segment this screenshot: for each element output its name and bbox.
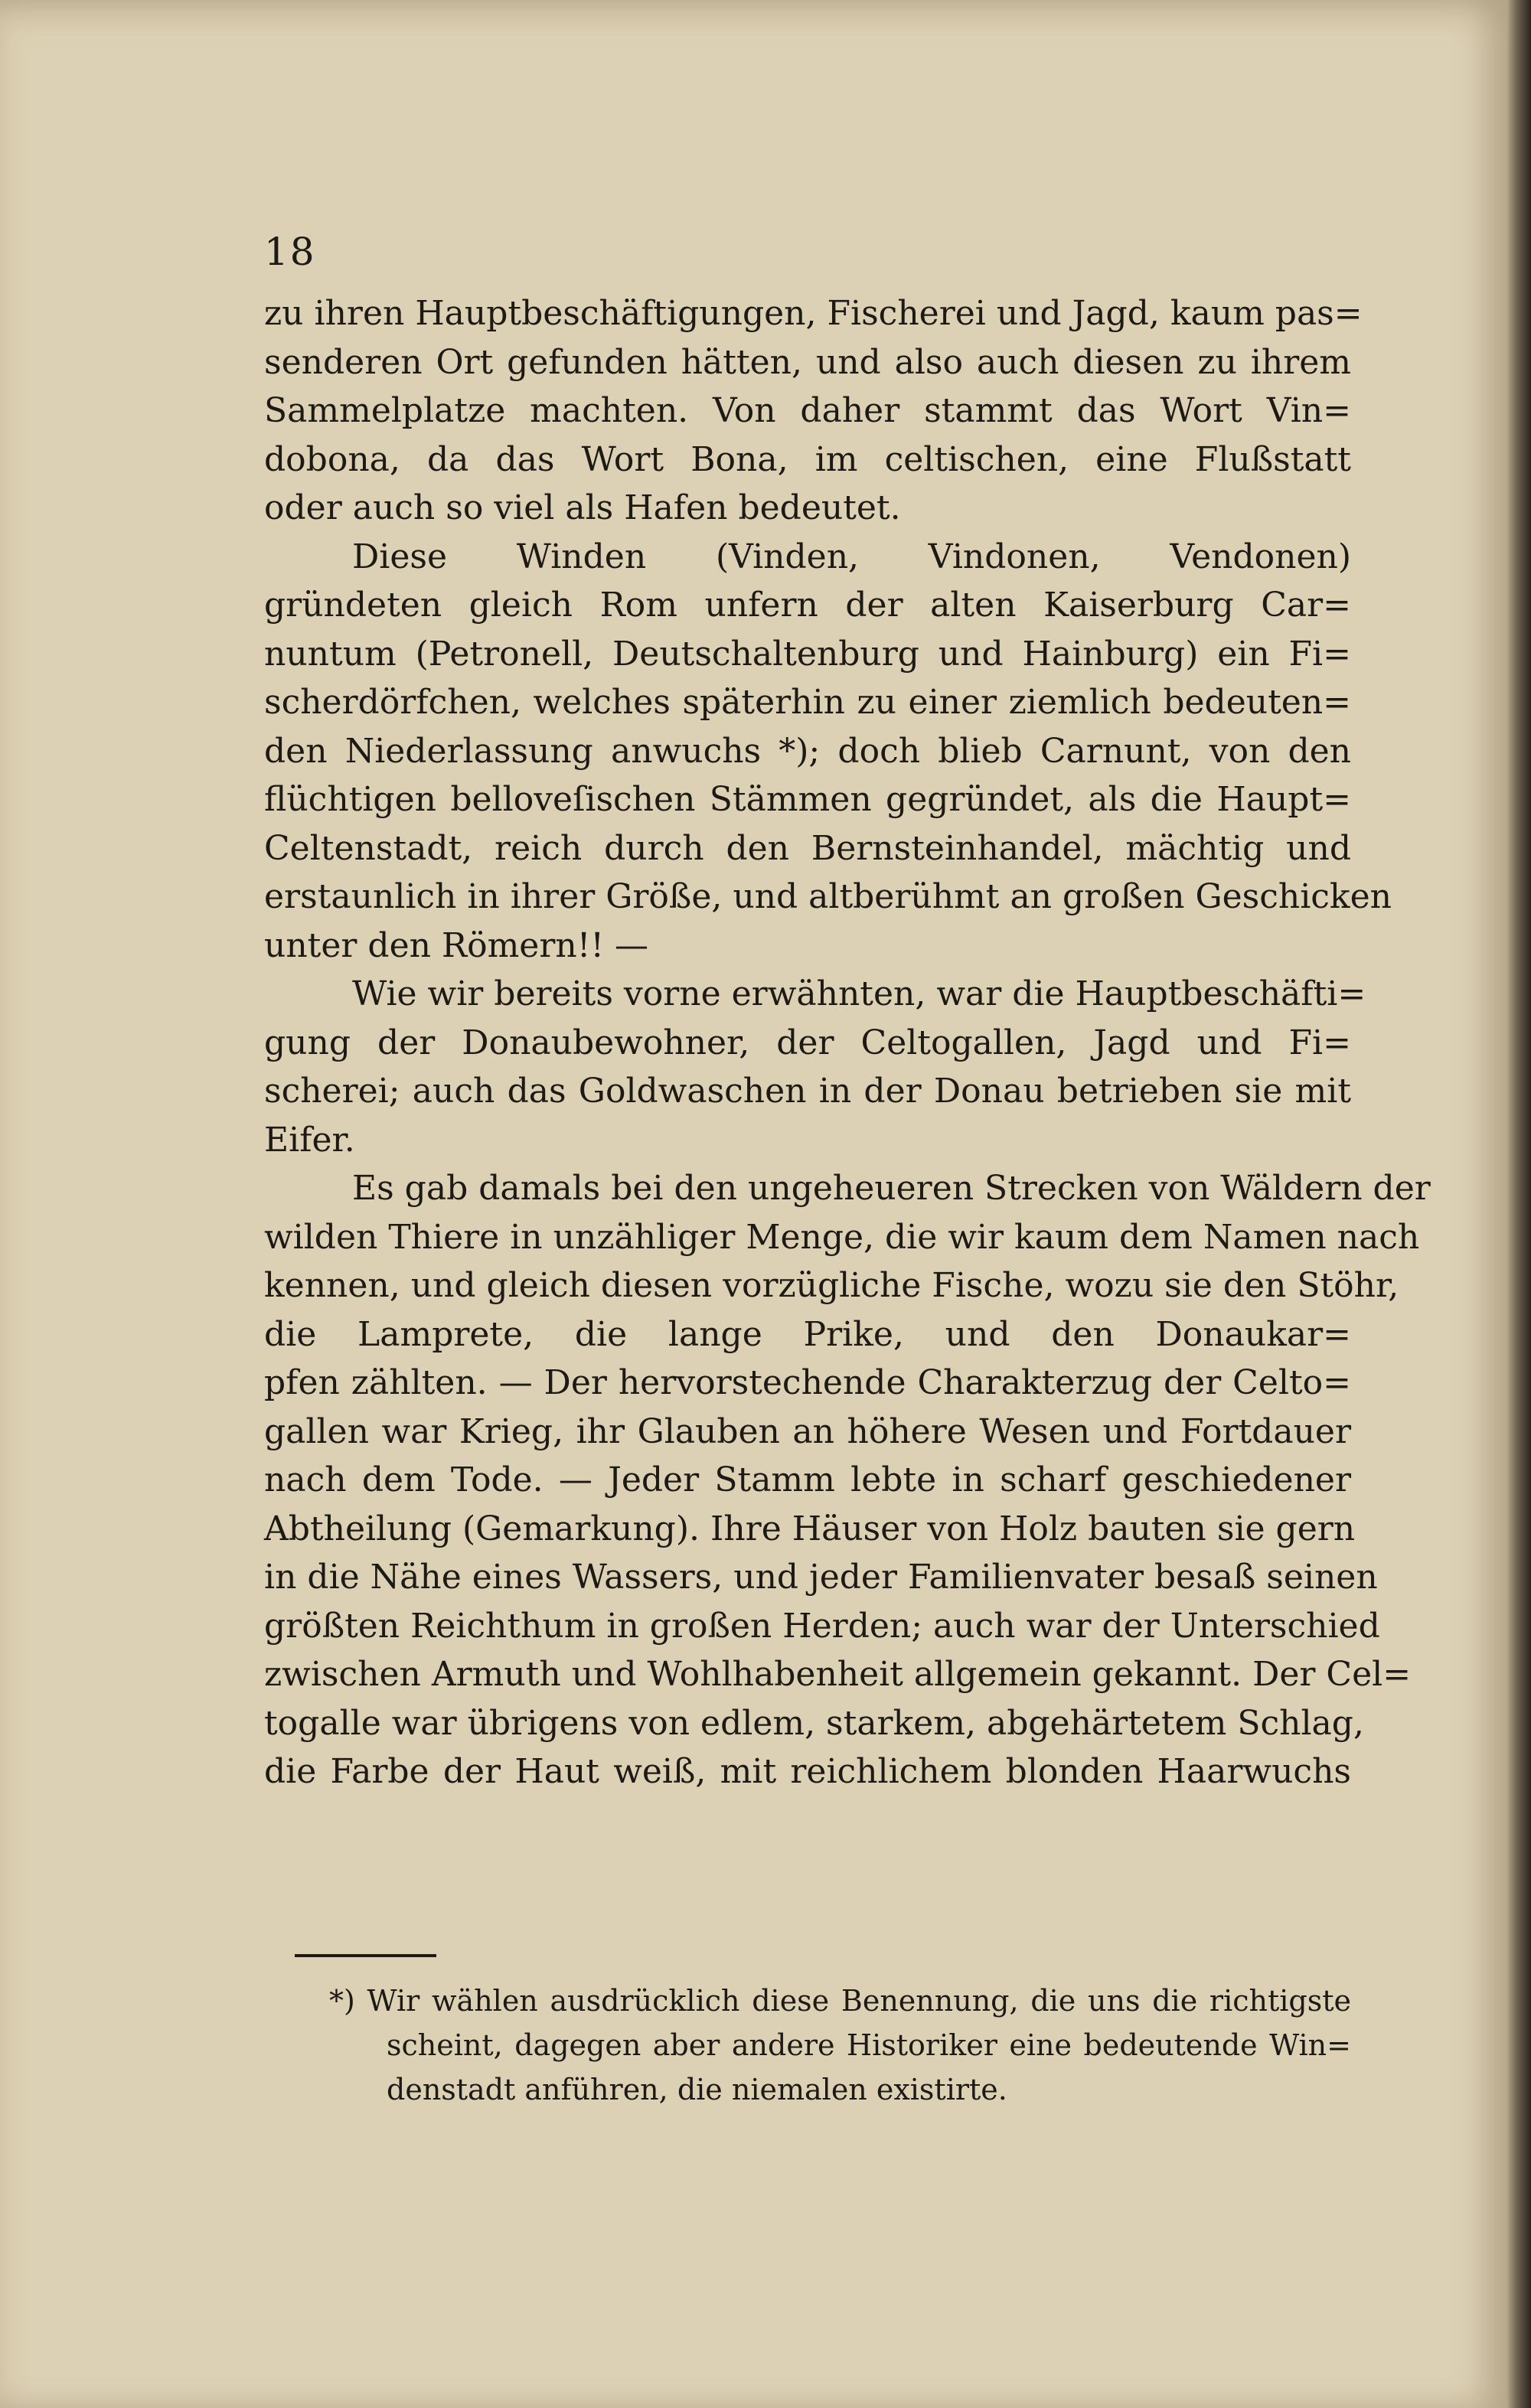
text-line: kennen, und gleich diesen vorzügliche Fische, wozu sie den Stöhr, xyxy=(264,1266,1399,1305)
text-line: Eifer. xyxy=(264,1120,355,1160)
text-line: unter den Römern!! — xyxy=(264,925,649,965)
text-line: senderen Ort gefunden hätten, und also auch diesen zu ihrem xyxy=(264,342,1351,382)
text-line: wilden Thiere in unzähliger Menge, die wir kaum dem Namen nach xyxy=(264,1217,1420,1257)
text-line: scherdörfchen, welches späterhin zu einer ziemlich bedeuten= xyxy=(264,683,1351,722)
footnote-line: denstadt anführen, die niemalen existirte. xyxy=(387,2073,1007,2106)
text-line: Celtenstadt, reich durch den Bernsteinhandel, mächtig und xyxy=(264,828,1351,868)
text-line: nuntum (Petronell, Deutschaltenburg und Hainburg) ein Fi= xyxy=(264,634,1351,674)
paragraph-start-line: Wie wir bereits vorne erwähnten, war die Hauptbeschäfti= xyxy=(352,974,1366,1013)
text-line: gallen war Krieg, ihr Glauben an höhere Wesen und Fortdauer xyxy=(264,1411,1351,1451)
text-line: zu ihren Hauptbeschäftigungen, Fischerei und Jagd, kaum pas= xyxy=(264,294,1363,333)
text-line: nach dem Tode. — Jeder Stamm lebte in scharf geschiedener xyxy=(264,1460,1351,1499)
text-line: togalle war übrigens von edlem, starkem, abgehärtetem Schlag, xyxy=(264,1703,1364,1743)
text-line: größten Reichthum in großen Herden; auch war der Unterschied xyxy=(264,1606,1380,1646)
page-edge xyxy=(1507,0,1531,2408)
body-text xyxy=(264,289,1431,1796)
text-line: die Farbe der Haut weiß, mit reichlichem blonden Haarwuchs xyxy=(264,1752,1351,1791)
text-line: dobona, da das Wort Bona, im celtischen, eine Flußstatt xyxy=(264,439,1351,479)
text-line: Abtheilung (Gemarkung). Ihre Häuser von Holz bauten sie gern xyxy=(264,1509,1356,1548)
footnote-line: *) Wir wählen ausdrücklich diese Benennung, die uns die richtigste xyxy=(329,1984,1351,2018)
text-line: scherei; auch das Goldwaschen in der Donau betrieben sie mit xyxy=(264,1072,1351,1111)
text-line: gründeten gleich Rom unfern der alten Kaiserburg Car= xyxy=(264,586,1351,625)
paragraph-start-line: Diese Winden (Vinden, Vindonen, Vendonen) xyxy=(352,537,1351,576)
text-line: Sammelplatze machten. Von daher stammt das Wort Vin= xyxy=(264,391,1351,430)
text-line: flüchtigen belloveſischen Stämmen gegründet, als die Haupt= xyxy=(264,780,1351,819)
page-number: 18 xyxy=(264,230,316,274)
footnote xyxy=(329,1979,1351,2112)
text-line: den Niederlassung anwuchs *); doch blieb Carnunt, von den xyxy=(264,731,1351,771)
text-line: in die Nähe eines Wassers, und jeder Familienvater besaß seinen xyxy=(264,1558,1378,1597)
paragraph-start-line: Es gab damals bei den ungeheueren Strecken von Wäldern der xyxy=(352,1169,1431,1208)
text-line: zwischen Armuth und Wohlhabenheit allgemein gekannt. Der Cel= xyxy=(264,1655,1412,1694)
text-line: oder auch so viel als Hafen bedeutet. xyxy=(264,488,901,527)
footnote-rule xyxy=(295,1954,436,1957)
footnote-line: scheint, dagegen aber andere Historiker eine bedeutende Win= xyxy=(387,2028,1351,2062)
text-line: die Lamprete, die lange Prike, und den Donaukar= xyxy=(264,1314,1351,1354)
text-line: gung der Donaubewohner, der Celtogallen, Jagd und Fi= xyxy=(264,1023,1351,1062)
text-line: erstaunlich in ihrer Größe, und altberühmt an großen Geschicken xyxy=(264,877,1392,916)
text-line: pfen zählten. — Der hervorstechende Charakterzug der Celto= xyxy=(264,1363,1351,1402)
